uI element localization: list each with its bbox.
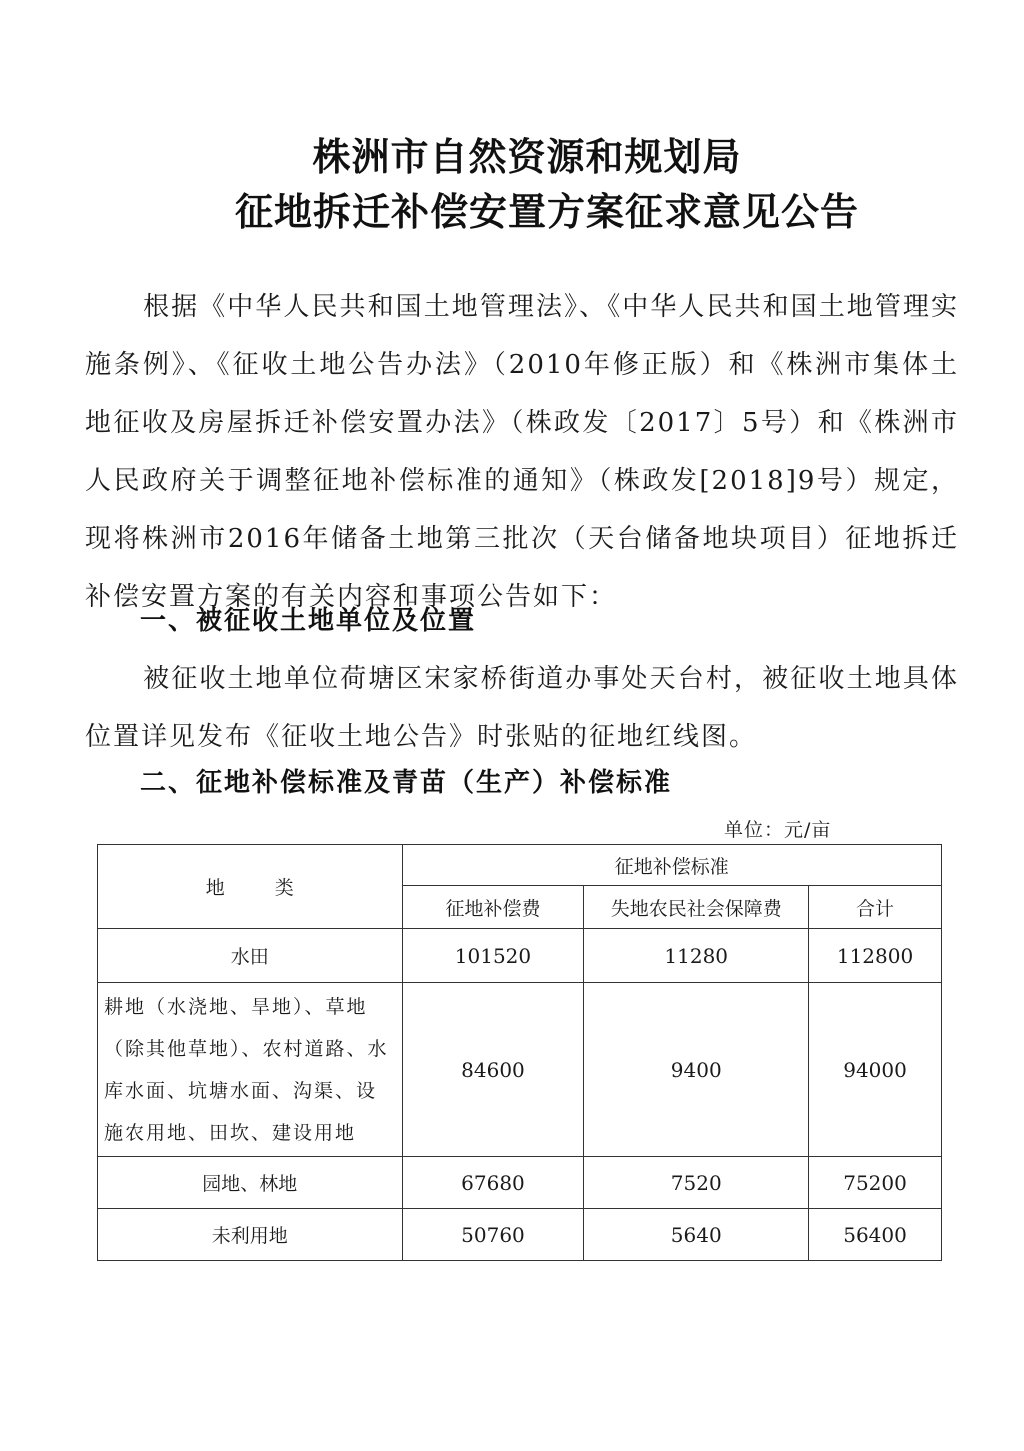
social-security-cell: 5640 [584, 1209, 809, 1261]
section-1-text: 被征收土地单位荷塘区宋家桥街道办事处天台村，被征收土地具体位置详见发布《征收土地公告》时张贴的征地红线图。 [85, 664, 959, 752]
fee-cell: 67680 [402, 1157, 584, 1209]
land-type-cell: 水田 [98, 929, 403, 983]
intro-paragraph [85, 278, 959, 626]
document-title-line-2: 征地拆迁补偿安置方案征求意见公告 [234, 190, 859, 234]
table-row [98, 983, 942, 1157]
table-row [98, 1157, 942, 1209]
header-land-type: 地 类 [98, 845, 403, 929]
social-security-cell: 7520 [584, 1157, 809, 1209]
table-header-row [98, 845, 942, 886]
total-cell: 56400 [809, 1209, 942, 1261]
total-cell: 94000 [809, 983, 942, 1157]
total-cell: 112800 [809, 929, 942, 983]
compensation-table [97, 844, 942, 1261]
section-1-paragraph [85, 650, 959, 766]
section-2-heading: 二、征地补偿标准及青苗（生产）补偿标准 [140, 768, 673, 798]
intro-paragraph-text: 根据《中华人民共和国土地管理法》、《中华人民共和国土地管理实施条例》、《征收土地公告办法》（2010年修正版）和《株洲市集体土地征收及房屋拆迁补偿安置办法》（株政发〔2017〕5号）和《株洲市人民政府关于调整征地补偿标准的通知》（株政发[2018]9号）规定，现将株洲市2016年储备土地第三批次（天台储备地块项目）征地拆迁补偿安置方案的有关内容和事项公告如下： [85, 292, 959, 612]
fee-cell: 84600 [402, 983, 584, 1157]
table-row [98, 1209, 942, 1261]
social-security-cell: 9400 [584, 983, 809, 1157]
document-title-line-1: 株洲市自然资源和规划局 [312, 135, 742, 179]
section-1-heading: 一、被征收土地单位及位置 [140, 606, 477, 636]
land-type-cell: 园地、林地 [98, 1157, 403, 1209]
header-compensation-standard: 征地补偿标准 [402, 845, 941, 886]
total-cell: 75200 [809, 1157, 942, 1209]
header-social-security: 失地农民社会保障费 [584, 886, 809, 929]
unit-label: 单位：元/亩 [724, 819, 832, 841]
land-type-cell: 未利用地 [98, 1209, 403, 1261]
table-row [98, 929, 942, 983]
header-fee: 征地补偿费 [402, 886, 584, 929]
header-total: 合计 [809, 886, 942, 929]
fee-cell: 101520 [402, 929, 584, 983]
land-type-cell: 耕地（水浇地、旱地）、草地（除其他草地）、农村道路、水库水面、坑塘水面、沟渠、设施农用地、田坎、建设用地 [98, 983, 403, 1157]
social-security-cell: 11280 [584, 929, 809, 983]
fee-cell: 50760 [402, 1209, 584, 1261]
